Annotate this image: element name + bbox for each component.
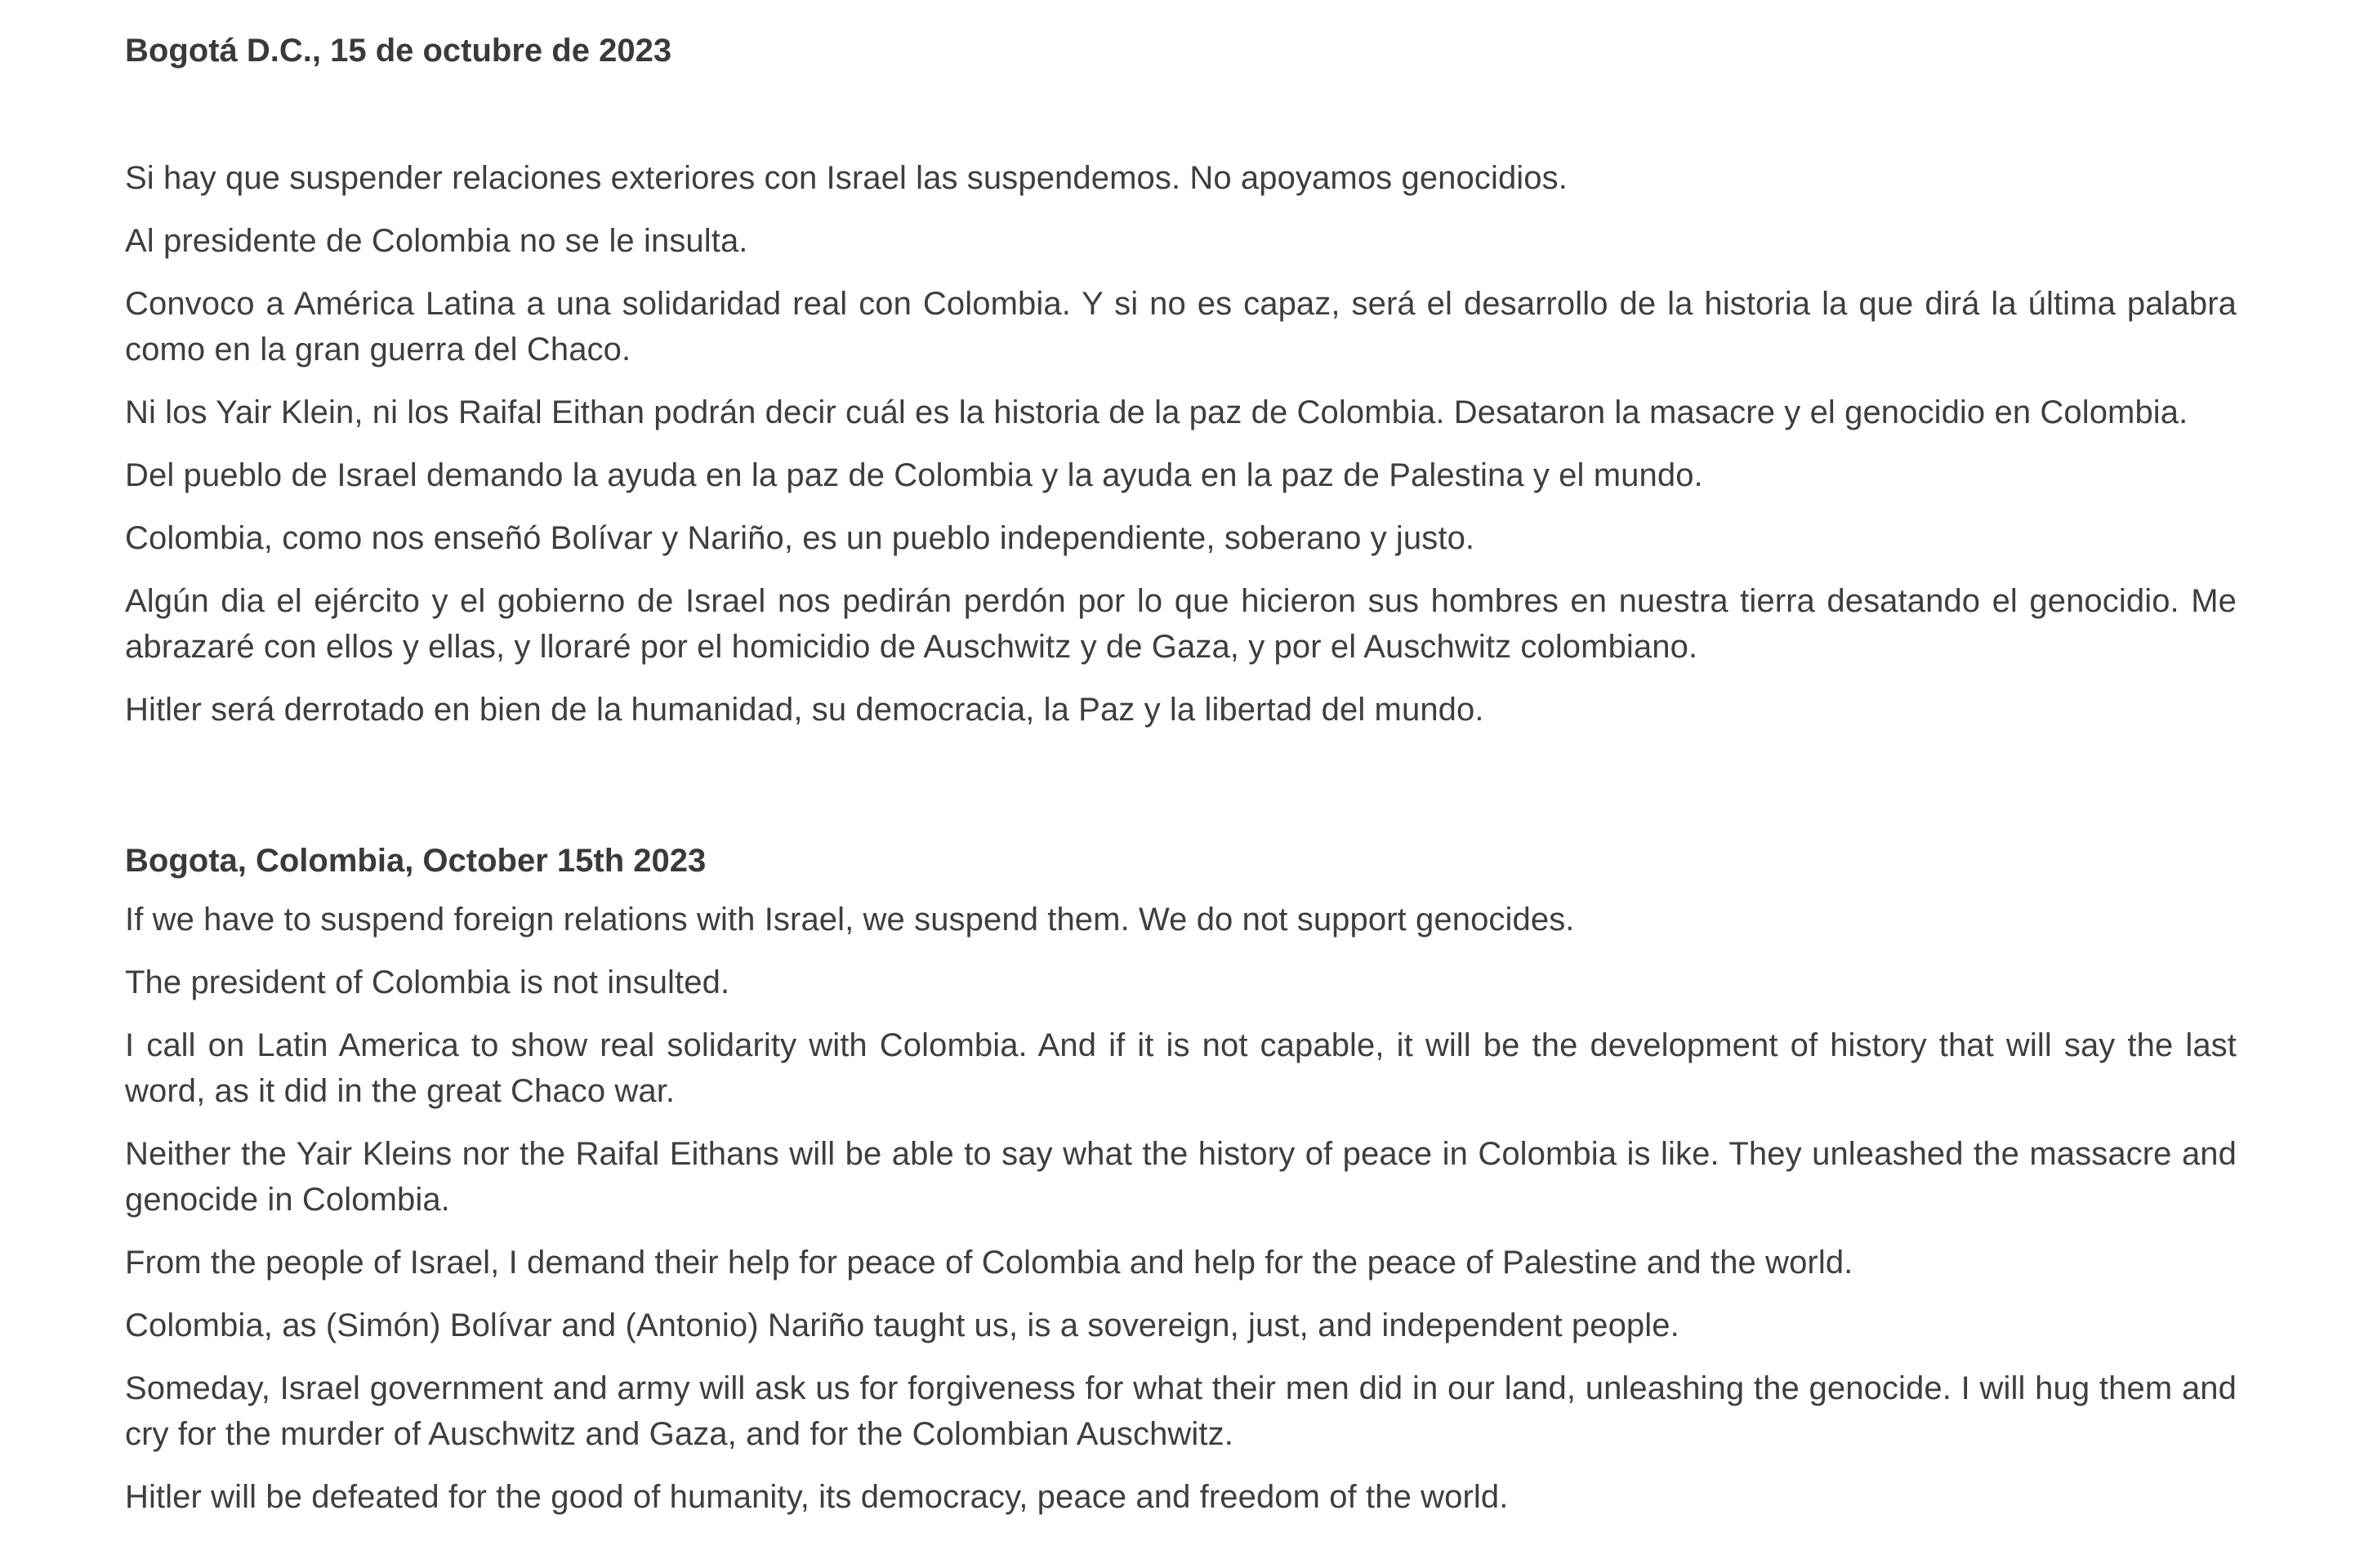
english-paragraph: I call on Latin America to show real solidarity with Colombia. And if it is not capable, it will be the development of history that will say the last word, as it did in the great Chaco war.: [125, 1027, 2237, 1109]
spanish-paragraph: Colombia, como nos enseñó Bolívar y Nariño, es un pueblo independiente, soberano y justo.: [125, 520, 1475, 556]
spanish-date-heading: Bogotá D.C., 15 de octubre de 2023: [125, 33, 672, 69]
spanish-paragraph: Si hay que suspender relaciones exteriores con Israel las suspendemos. No apoyamos genocidios.: [125, 160, 1568, 196]
spanish-statement: [125, 0, 2237, 733]
spanish-paragraph: Convoco a América Latina a una solidaridad real con Colombia. Y si no es capaz, será el desarrollo de la historia la que dirá la última palabra como en la gran guerra del Chaco.: [125, 286, 2237, 368]
spanish-paragraph: Del pueblo de Israel demando la ayuda en la paz de Colombia y la ayuda en la paz de Palestina y el mundo.: [125, 457, 1703, 493]
english-date-heading: Bogota, Colombia, October 15th 2023: [125, 843, 707, 879]
english-paragraph: Hitler will be defeated for the good of humanity, its democracy, peace and freedom of the world.: [125, 1479, 1509, 1515]
english-paragraph: From the people of Israel, I demand their help for peace of Colombia and help for the peace of Palestine and the world.: [125, 1245, 1853, 1281]
english-paragraph: Colombia, as (Simón) Bolívar and (Antonio) Nariño taught us, is a sovereign, just, and independent people.: [125, 1307, 1679, 1343]
english-paragraph: Neither the Yair Kleins nor the Raifal Eithans will be able to say what the history of peace in Colombia is like. They unleashed the massacre and genocide in Colombia.: [125, 1136, 2237, 1218]
english-paragraph: Someday, Israel government and army will ask us for forgiveness for what their men did in our land, unleashing the genocide. I will hug them and cry for the murder of Auschwitz and Gaza, and for the Colombian Auschwitz.: [125, 1370, 2237, 1452]
english-paragraph: The president of Colombia is not insulted.: [125, 964, 730, 1000]
spanish-paragraph: Hitler será derrotado en bien de la humanidad, su democracia, la Paz y la libertad del mundo.: [125, 692, 1484, 728]
document: [125, 0, 2237, 1537]
spanish-paragraph: Algún dia el ejército y el gobierno de Israel nos pedirán perdón por lo que hicieron sus hombres en nuestra tierra desatando el genocidio. Me abrazaré con ellos y ellas, y lloraré por el homicidio de Auschwitz y de Gaza, y por el Auschwitz colombiano.: [125, 583, 2237, 665]
english-paragraph: If we have to suspend foreign relations with Israel, we suspend them. We do not support genocides.: [125, 902, 1575, 938]
english-statement: [125, 750, 2237, 1520]
spanish-paragraph: Ni los Yair Klein, ni los Raifal Eithan podrán decir cuál es la historia de la paz de Colombia. Desataron la masacre y el genocidio en Colombia.: [125, 394, 2188, 430]
spanish-paragraph: Al presidente de Colombia no se le insulta.: [125, 223, 748, 259]
